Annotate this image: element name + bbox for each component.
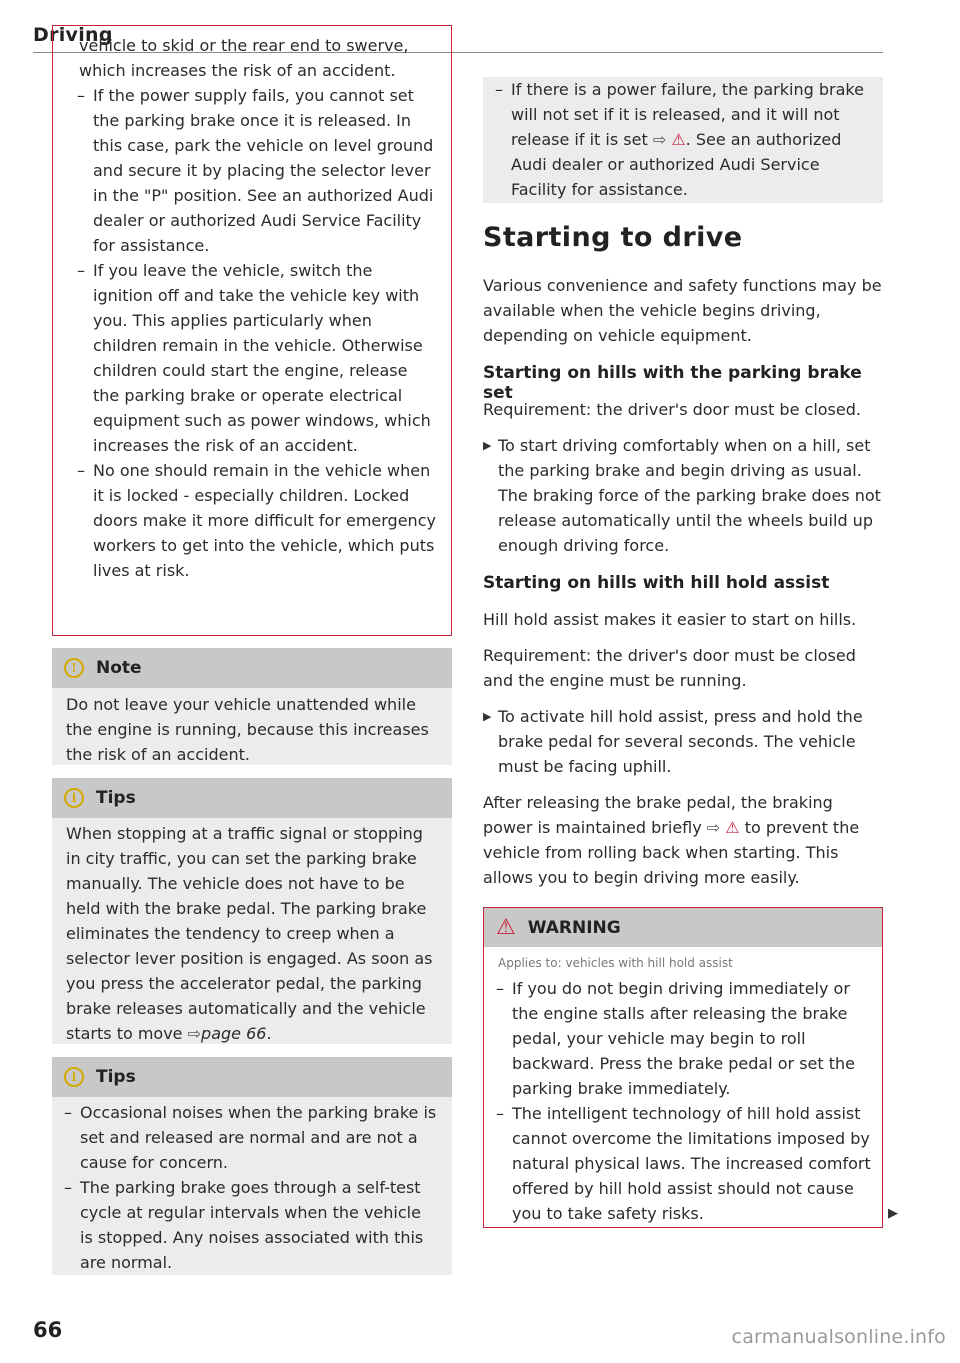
step-arrow-icon: ▶ — [483, 439, 492, 452]
ref-arrow-icon: ⇨ — [706, 818, 721, 837]
subsection-intro: Hill hold assist makes it easier to start on hills. — [483, 610, 857, 629]
hill-hold-description: After releasing the brake pedal, the braking power is maintained briefly ⇨ ⚠ to prevent the vehicle from rolling back when starting. This allows you to begin driving more easily. — [483, 793, 860, 887]
dash-icon: – — [496, 1104, 504, 1123]
page-reference-link[interactable]: page 66 — [201, 1024, 267, 1043]
step-arrow-icon: ▶ — [483, 710, 492, 723]
dash-icon: – — [64, 1178, 72, 1197]
note-icon: ! — [64, 658, 84, 678]
page-number: 66 — [33, 1318, 63, 1342]
list-item: – The parking brake goes through a self-test cycle at regular intervals when the vehicle is stopped. Any noises associated with this are normal. — [54, 1175, 438, 1275]
list-item: – If there is a power failure, the parking brake will not set if it is released, and it will not release if it is set ⇨ ⚠. See an authorized Audi dealer or authorized Audi Service Facility for assistance. — [485, 77, 869, 202]
list-item: – No one should remain in the vehicle when it is locked - especially children. Locked doors make it more difficult for emergency workers to get into the vehicle, which puts lives at risk. — [67, 458, 437, 583]
warning-triangle-icon: ⚠ — [496, 915, 516, 940]
warning-label: WARNING — [527, 917, 621, 938]
dash-icon: – — [495, 80, 503, 99]
note-header — [52, 648, 452, 688]
requirement-text: Requirement: the driver's door must be closed and the engine must be running. — [483, 646, 856, 690]
tips-label: Tips — [96, 1067, 136, 1087]
list-item: – If you leave the vehicle, switch the ignition off and take the vehicle key with you. This applies particularly when children remain in the vehicle. Otherwise children could start the engine, release the parking brake or operate electrical equipment such as power windows, which increases the risk of an accident. — [67, 258, 437, 458]
tips-label: Tips — [96, 788, 136, 808]
note-text: Do not leave your vehicle unattended while the engine is running, because this increases the risk of an accident. — [66, 695, 429, 764]
list-item: – If the power supply fails, you cannot set the parking brake once it is released. In this case, park the vehicle on level ground and secure it by placing the selector lever in the "P" position. See an authorized Audi dealer or authorized Audi Service Facility for assistance. — [67, 83, 437, 258]
section-intro: Various convenience and safety functions may be available when the vehicle begins driving, depending on vehicle equipment. — [483, 276, 882, 345]
list-item: – The intelligent technology of hill hold assist cannot overcome the limitations imposed by natural physical laws. The increased comfort offered by hill hold assist should not cause you to take safety risks. — [486, 1101, 872, 1226]
list-item: – Occasional noises when the parking brake is set and released are normal and are not a cause for concern. — [54, 1100, 438, 1175]
section-title: Starting to drive — [483, 222, 743, 253]
info-icon: i — [64, 788, 84, 808]
tips-box-2 — [52, 1057, 452, 1275]
warning-list — [67, 83, 437, 583]
requirement-text: Requirement: the driver's door must be closed. — [483, 400, 861, 419]
dash-icon: – — [496, 979, 504, 998]
continue-arrow-icon: ▶ — [888, 1206, 898, 1221]
power-failure-list — [485, 77, 869, 202]
warning-list — [484, 970, 882, 1226]
note-box — [52, 648, 452, 765]
applies-to-text: Applies to: vehicles with hill hold assist — [498, 956, 733, 970]
warning-box — [483, 907, 883, 1228]
page-header-title: Driving — [33, 24, 113, 46]
warning-triangle-icon: ⚠ — [671, 130, 686, 149]
ref-arrow-icon: ⇨ — [187, 1024, 202, 1043]
dash-icon: – — [77, 461, 85, 480]
tips-header — [52, 778, 452, 818]
dash-icon: – — [64, 1103, 72, 1122]
instruction-step: ▶ To start driving comfortably when on a hill, set the parking brake and begin driving as usual. The braking force of the parking brake does not release automatically until the wheels build up enough driving force. — [483, 433, 883, 558]
power-failure-box — [483, 77, 883, 203]
tips-text: When stopping at a traffic signal or stopping in city traffic, you can set the parking brake manually. The vehicle does not have to be held with the brake pedal. The parking brake eliminates the tendency to creep when a selector lever position is engaged. As soon as you press the accelerator pedal, the parking brake releases automatically and the vehicle starts to move ⇨page 66. — [66, 824, 433, 1043]
subsection-title: Starting on hills with hill hold assist — [483, 573, 830, 593]
instruction-step: ▶ To activate hill hold assist, press and hold the brake pedal for several seconds. The vehicle must be facing uphill. — [483, 704, 883, 779]
info-icon: i — [64, 1067, 84, 1087]
warning-box-continued — [52, 25, 452, 636]
list-item: – If you do not begin driving immediately or the engine stalls after releasing the brake pedal, your vehicle may begin to roll backward. Press the brake pedal or set the parking brake immediately. — [486, 976, 872, 1101]
tips-list — [52, 1097, 452, 1275]
warning-header — [484, 908, 882, 947]
tips-header — [52, 1057, 452, 1097]
note-label: Note — [96, 658, 142, 678]
subsection-title: Starting on hills with the parking brake set — [483, 363, 862, 403]
warning-intro: vehicle to skid or the rear end to swerve, which increases the risk of an accident. — [79, 36, 409, 80]
watermark: carmanualsonline.info — [731, 1326, 946, 1348]
dash-icon: – — [77, 86, 85, 105]
warning-triangle-icon: ⚠ — [725, 818, 740, 837]
tips-box-1 — [52, 778, 452, 1044]
ref-arrow-icon: ⇨ — [652, 130, 667, 149]
dash-icon: – — [77, 261, 85, 280]
